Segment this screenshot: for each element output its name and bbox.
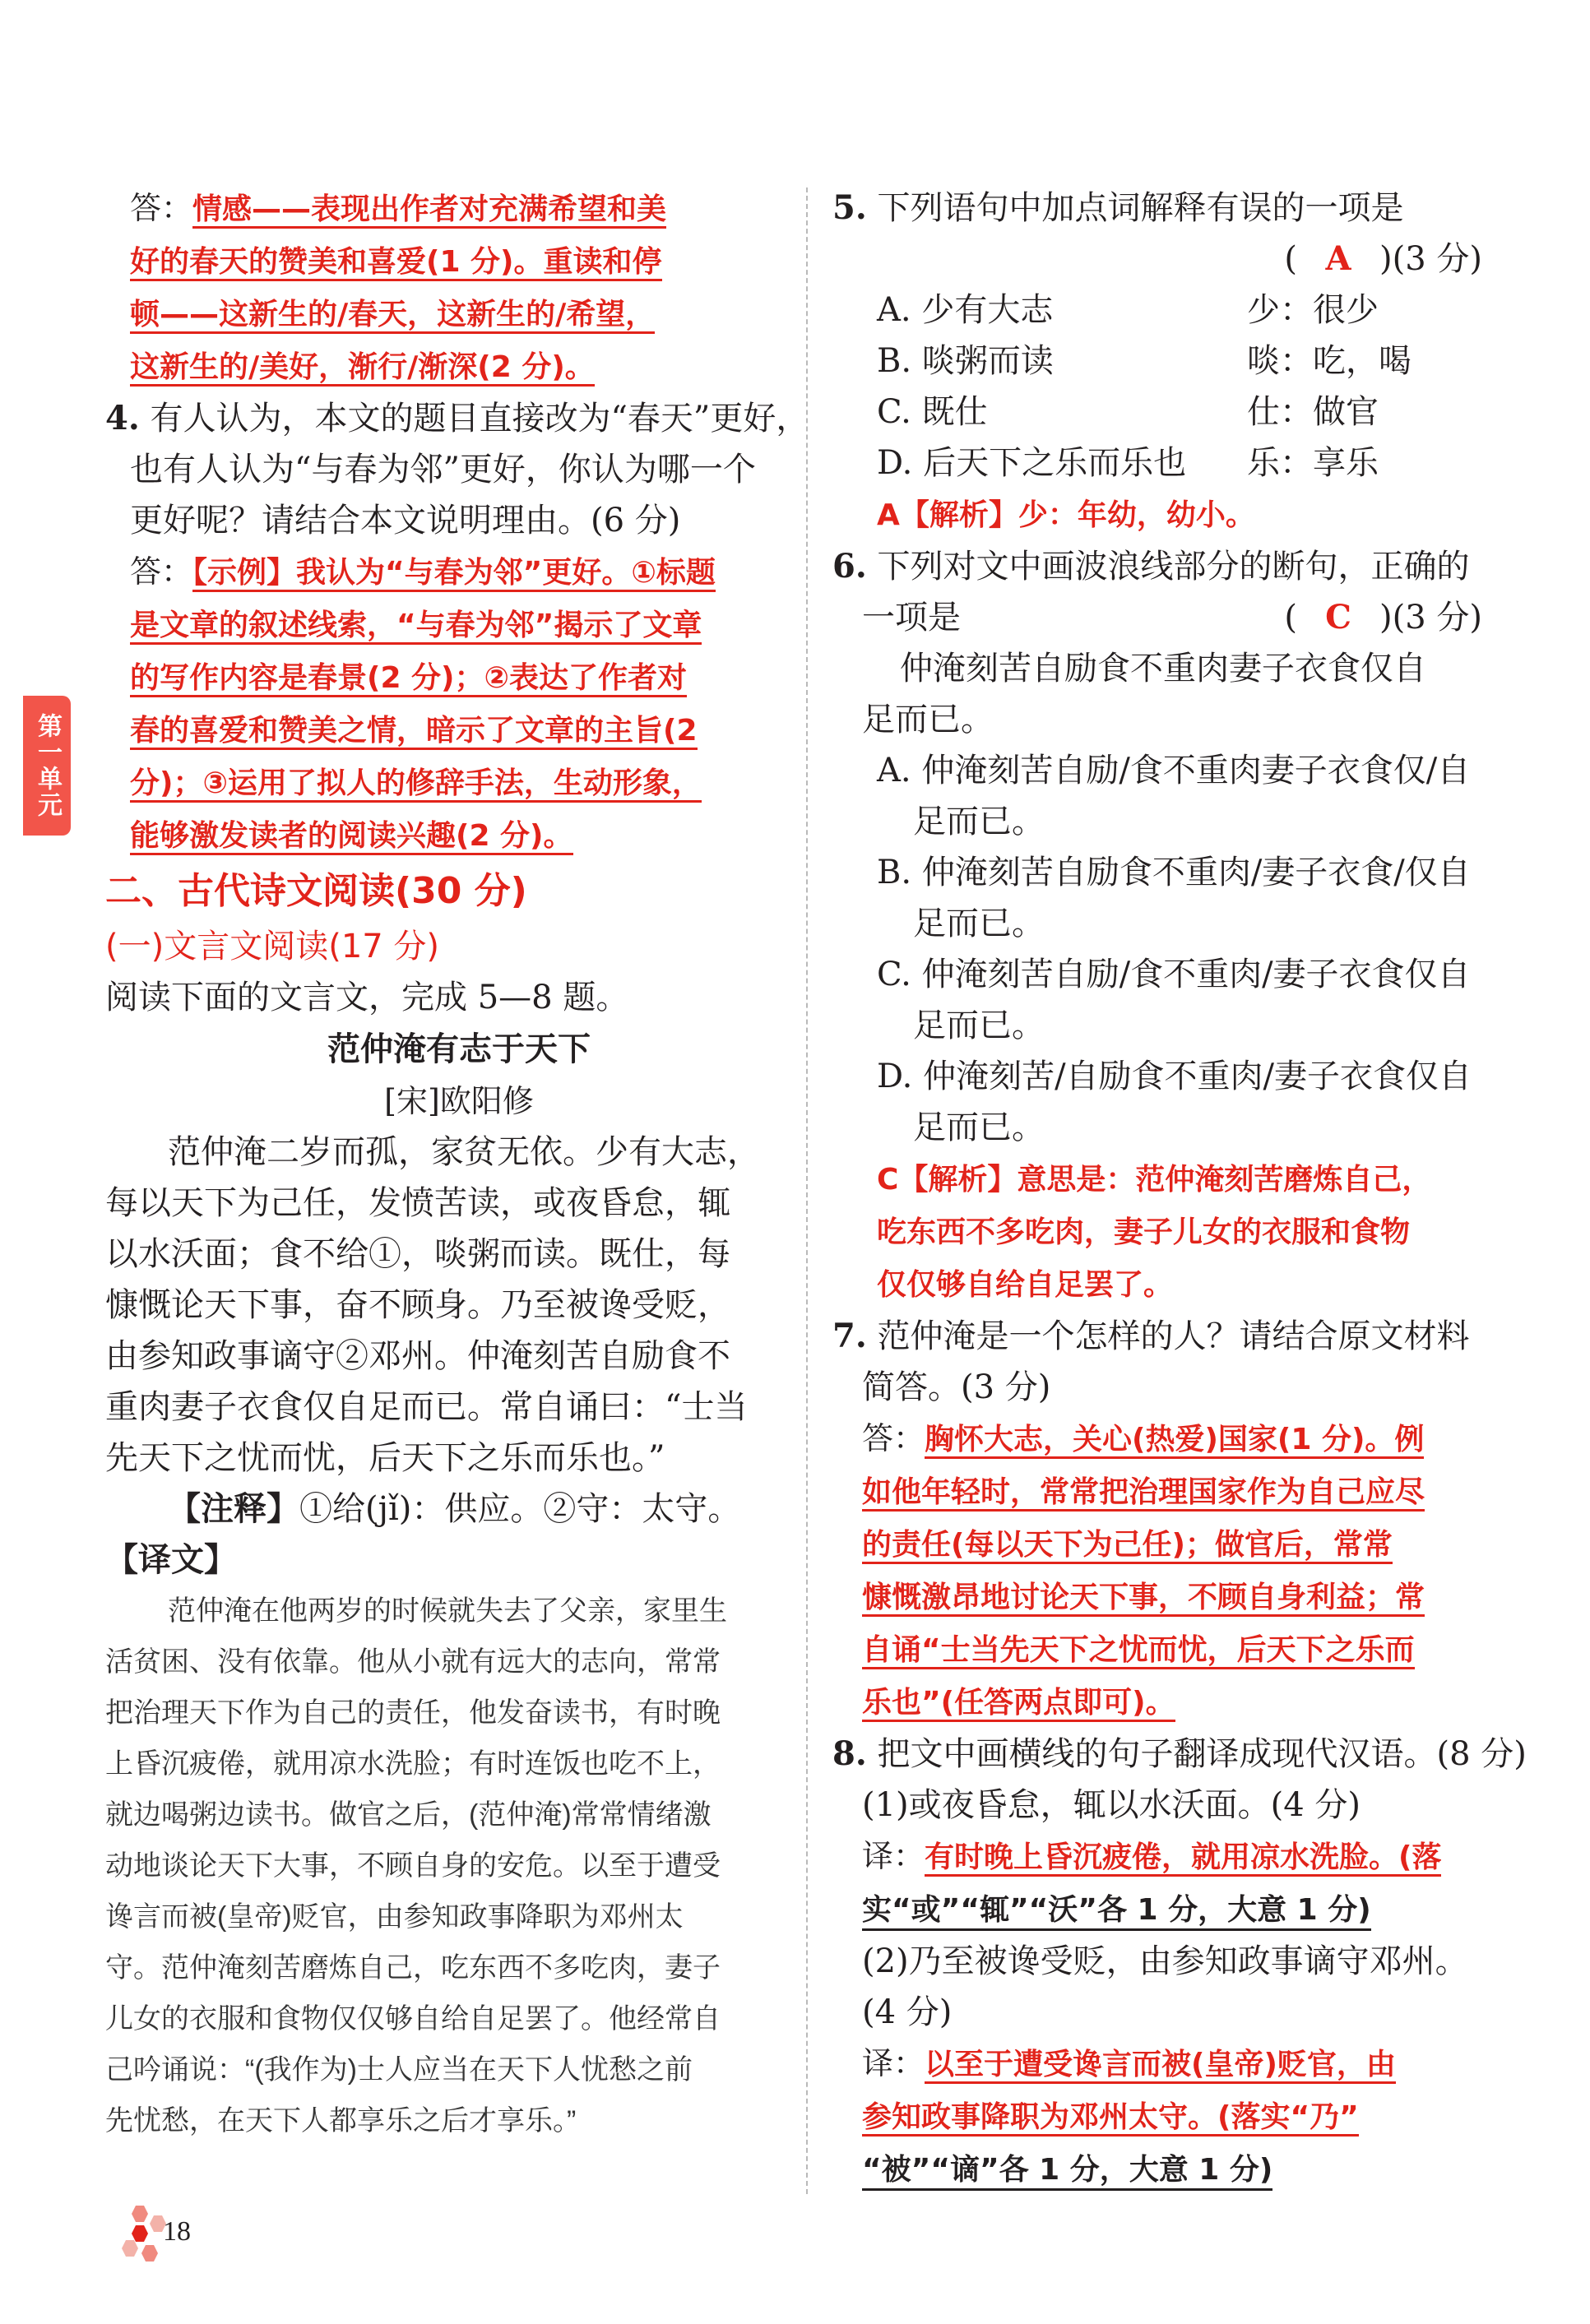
q5-option-b: B. 啖粥而读 啖：吃，喝 xyxy=(877,342,1412,380)
q6-option-c: C. 仲淹刻苦自励/食不重肉/妻子衣食仅自 xyxy=(877,956,1471,993)
passage-title: 范仲淹有志于天下 xyxy=(327,1030,591,1068)
q6-answer-blank: C xyxy=(1325,598,1351,637)
classical-passage: 范仲淹二岁而孤，家贫无依。少有大志， 每以天下为己任，发愤苦读，或夜昏怠，辄 以水沃面；食不给①，啖粥而读。既仕，每 慷慨论天下事，奋不顾身。乃至被谗受贬， 由参知政事谪守②邓州。仲淹刻苦自励食不 重肉妻子衣食仅自足而已。常自诵曰：“士当 先天下之忧而忧，后天下之乐而乐也。” xyxy=(105,1133,760,1477)
q6-analysis: C【解析】意思是：范仲淹刻苦磨炼自己， 吃东西不多吃肉，妻子儿女的衣服和食物 仅仅够自给自足罢了。 xyxy=(877,1163,1432,1302)
left-column xyxy=(105,183,809,2146)
question-7: 7. 范仲淹是一个怎样的人？请结合原文材料 简答。(3 分) 答：胸怀大志，关心(热爱)国家(1 分)。例 如他年轻时，常常把治理国家作为自己应尽 的责任(每以天下为己任)；做官后，常常 慷慨激昂地讨论天下事，不顾自身利益；常 自诵“士当先天下之忧而忧，后天下之乐而 乐也”(任答两点即可)。 xyxy=(832,1311,1482,1729)
q8-1-answer: 译：有时晚上昏沉疲倦，就用凉水洗脸。(落 实“或”“辄”“沃”各 1 分，大意 1 分) xyxy=(832,1831,1482,1936)
question-5: 5. 下列语句中加点词解释有误的一项是 ( A )(3 分) A. 少有大志 少：很少 B. 啖粥而读 啖：吃，喝 C. 既仕 仕：做官 D. 后天下之乐而乐也 乐：享乐 A【解析】少：年幼，幼小。 xyxy=(832,188,1482,532)
unit-side-tab: 第一单元 xyxy=(23,696,71,836)
q5-option-c: C. 既仕 仕：做官 xyxy=(877,393,1379,431)
q4-answer: 答：【示例】我认为“与春为邻”更好。①标题 是文章的叙述线索，“与春为邻”揭示了文章 的写作内容是春景(2 分)；②表达了作者对 春的喜爱和赞美之情，暗示了文章的主旨(2 分)；③运用了拟人的修辞手法，生动形象， 能够激发读者的阅读兴趣(2 分)。 xyxy=(130,546,788,862)
passage-author: [宋]欧阳修 xyxy=(384,1083,534,1119)
reading-instruction: 阅读下面的文言文，完成 5—8 题。 xyxy=(105,979,629,1016)
q5-analysis: A【解析】少：年幼，幼小。 xyxy=(877,498,1255,532)
section-title: 二、古代诗文阅读(30 分) xyxy=(105,870,527,912)
translation-text: 范仲淹在他两岁的时候就失去了父亲，家里生 活贫困、没有依靠。他从小就有远大的志向，常常 把治理天下作为自己的责任，他发奋读书，有时晚 上昏沉疲倦，就用凉水洗脸；有时连饭也吃不上， 就边喝粥边读书。做官之后，(范仲淹)常常情绪激 动地谈论天下大事，不顾自身的安危。以至于遭受 谗言而被(皇帝)贬官，由参知政事降职为邓州太 守。范仲淹刻苦磨炼自己，吃东西不多吃肉，妻子 儿女的衣服和食物仅仅够自给自足罢了。他经常自 己吟诵说：“(我作为)士人应当在天下人忧愁之前 先忧愁，在天下人都享乐之后才享乐。” xyxy=(105,1595,727,2137)
page-number: 18 xyxy=(163,2216,191,2247)
q5-answer-blank: A xyxy=(1325,239,1351,278)
q5-option-a: A. 少有大志 少：很少 xyxy=(877,291,1379,329)
column-divider xyxy=(806,187,808,2194)
translation-label: 【译文】 xyxy=(105,1541,237,1579)
subsection-title: (一)文言文阅读(17 分) xyxy=(105,928,440,965)
q5-option-d: D. 后天下之乐而乐也 乐：享乐 xyxy=(877,444,1379,482)
right-column xyxy=(832,183,1527,2196)
q3-answer: 答：情感——表现出作者对充满希望和美 好的春天的赞美和喜爱(1 分)。重读和停 顿——这新生的/春天，这新生的/希望， 这新生的/美好，渐行/渐深(2 分)。 xyxy=(130,183,788,393)
annotation-notes: 【注释】①给(jǐ)：供应。②守：太守。 xyxy=(168,1490,741,1528)
q7-answer: 答：胸怀大志，关心(热爱)国家(1 分)。例 如他年轻时，常常把治理国家作为自己应尽 的责任(每以天下为己任)；做官后，常常 慷慨激昂地讨论天下事，不顾自身利益；常 自诵“士当先天下之忧而忧，后天下之乐而 乐也”(任答两点即可)。 xyxy=(832,1413,1482,1729)
q6-option-d: D. 仲淹刻苦/自励食不重肉/妻子衣食仅自 xyxy=(877,1058,1472,1095)
q6-option-a: A. 仲淹刻苦自励/食不重肉妻子衣食仅/自 xyxy=(877,752,1471,789)
question-8: 8. 把文中画横线的句子翻译成现代汉语。(8 分) (1)或夜昏怠，辄以水沃面。(4 分) 译：有时晚上昏沉疲倦，就用凉水洗脸。(落 实“或”“辄”“沃”各 1 分，大意 1 分) (2)乃至被谗受贬，由参知政事谪守邓州。 (4 分) 译：以至于遭受谗言而被(皇帝)贬官，由 参知政事降职为邓州太守。(落实“乃” “被”“谪”各 1 分，大意 1 分) xyxy=(832,1729,1482,2196)
question-4: 4. 有人认为，本文的题目直接改为“春天”更好， 也有人认为“与春为邻”更好，你认为哪一个 更好呢？请结合本文说明理由。(6 分) xyxy=(105,399,809,539)
question-6: 6. 下列对文中画波浪线部分的断句，正确的 一项是 ( C )(3 分) 仲淹刻苦自励食不重肉妻子衣食仅自 足而已。 A. 仲淹刻苦自励/食不重肉妻子衣食仅/自 足而已。 B. 仲淹刻苦自励食不重肉/妻子衣食/仅自 足而已。 C. 仲淹刻苦自励/食不重肉/妻子衣食仅自 足而已。 D. 仲淹刻苦/自励食不重肉/妻子衣食仅自 足而已。 C【解析】意思是：范仲淹刻苦磨炼自己， 吃东西不多吃肉，妻子儿女的衣服和食物 仅仅够自给自足罢了。 xyxy=(832,541,1482,1311)
q8-2-answer: 译：以至于遭受谗言而被(皇帝)贬官，由 参知政事降职为邓州太守。(落实“乃” “被”“谪”各 1 分，大意 1 分) xyxy=(832,2038,1482,2196)
q6-option-b: B. 仲淹刻苦自励食不重肉/妻子衣食/仅自 xyxy=(877,854,1471,891)
